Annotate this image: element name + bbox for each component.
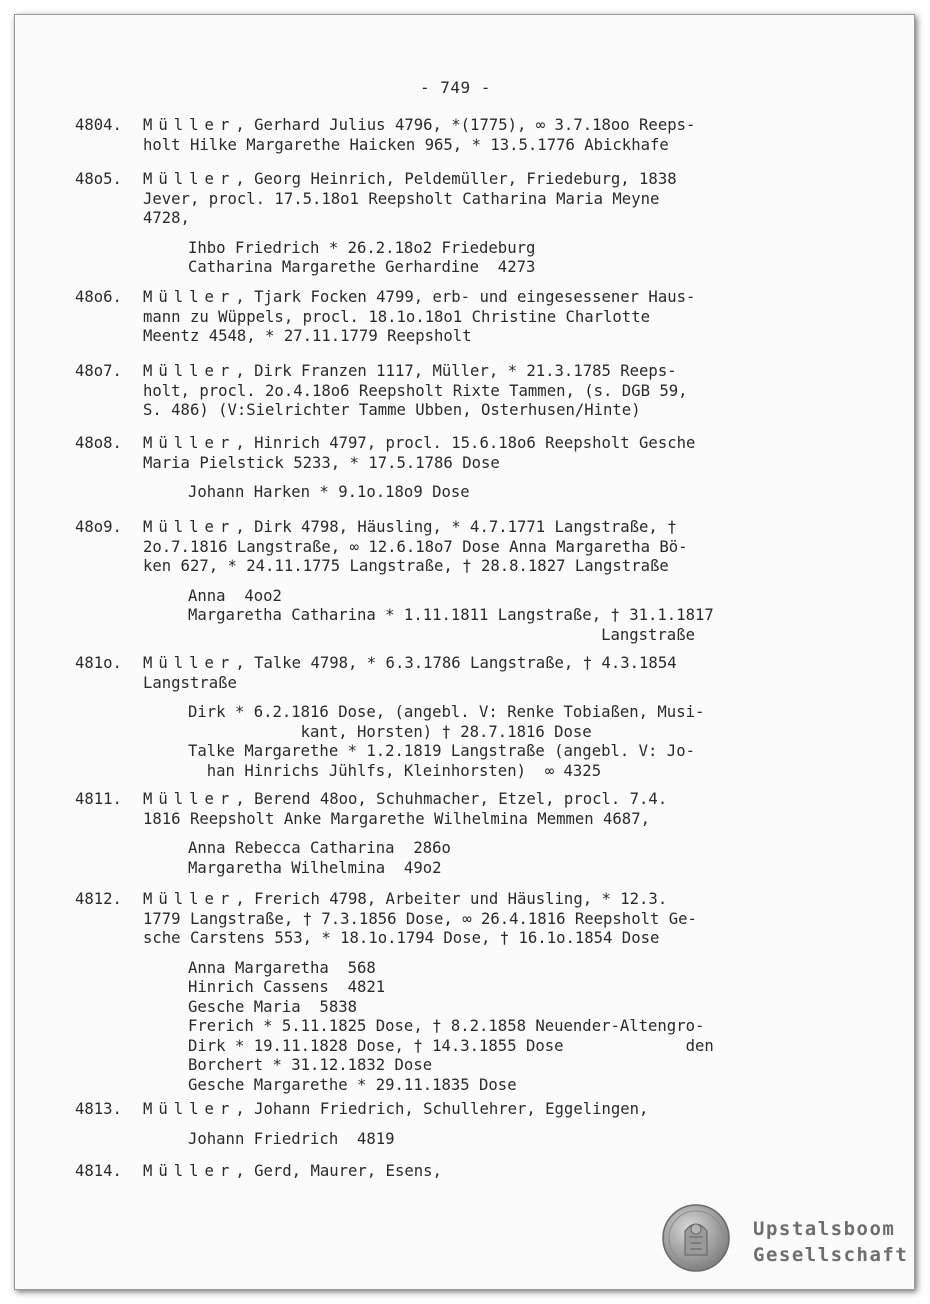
entry-line [75,454,825,474]
entry-text: mann zu Wüppels, procl. 18.1o.18o1 Christine Charlotte [143,307,650,326]
entry-number: 4811. [75,790,122,808]
entry-line [75,362,825,382]
entry-text: Müller, Frerich 4798, Arbeiter und Häusling, * 12.3. [143,890,668,908]
child-text: Dirk * 19.11.1828 Dose, † 14.3.1855 Dose den [188,1036,714,1055]
entry [75,288,825,347]
entry-text: holt, procl. 2o.4.18o6 Reepsholt Rixte Tammen, (s. DGB 59, [143,381,688,400]
child-line [75,239,825,259]
entry-text: Müller, Dirk Franzen 1117, Müller, * 21.3.1785 Reeps- [143,362,677,380]
entry-line [75,910,825,930]
entry [75,890,825,1095]
surname: Müller [143,1162,236,1180]
entry-text: holt Hilke Margarethe Haicken 965, * 13.5.1776 Abickhafe [143,135,669,154]
surname: Müller [143,790,236,808]
entry [75,1162,825,1182]
surname: Müller [143,288,236,306]
entry [75,518,825,645]
entry-line [75,1100,825,1120]
child-text: Johann Friedrich 4819 [188,1129,395,1148]
entry-text: Müller, Gerhard Julius 4796, *(1775), ∞ 3.7.18oo Reeps- [143,116,696,134]
entry-number: 4813. [75,1100,122,1118]
child-text: Ihbo Friedrich * 26.2.18o2 Friedeburg [188,238,536,257]
entry-line [75,538,825,558]
entry-text: Langstraße [143,673,237,692]
entry [75,1100,825,1149]
entry-text: ken 627, * 24.11.1775 Langstraße, † 28.8.1827 Langstraße [143,557,669,575]
surname: Müller [143,170,236,188]
child-line [75,998,825,1018]
surname: Müller [143,890,236,908]
child-text: Dirk * 6.2.1816 Dose, (angebl. V: Renke Tobiaßen, Musi- [188,703,705,721]
child-text: Anna Rebecca Catharina 286o [188,839,451,857]
entry-text: Müller, Talke 4798, * 6.3.1786 Langstraße, † 4.3.1854 [143,654,677,672]
child-line [75,703,825,723]
entry-line [75,136,825,156]
entry-line [75,890,825,910]
entry-line [75,929,825,949]
entry [75,362,825,421]
child-text: Johann Harken * 9.1o.18o9 Dose [188,483,470,501]
entry-text: Müller, Johann Friedrich, Schullehrer, Eggelingen, [143,1100,649,1118]
child-text: Margaretha Wilhelmina 49o2 [188,858,442,877]
entry-text: Meentz 4548, * 27.11.1779 Reepsholt [143,327,472,345]
entry [75,434,825,503]
child-line [75,1017,825,1037]
entry-line [75,288,825,308]
child-line [75,587,825,607]
entry-number: 481o. [75,654,122,672]
child-line [75,978,825,998]
child-line [75,1037,825,1057]
entry-number: 48o7. [75,362,122,380]
entry-line [75,401,825,421]
child-text: Anna Margaretha 568 [188,958,376,977]
entry-line [75,170,825,190]
entry-text: Müller, Georg Heinrich, Peldemüller, Friedeburg, 1838 [143,170,677,188]
surname: Müller [143,654,236,672]
entry-number: 4814. [75,1162,122,1180]
child-line [75,723,825,743]
surname: Müller [143,362,236,380]
entry-line [75,190,825,210]
child-text: Hinrich Cassens 4821 [188,978,386,996]
child-text: Talke Margarethe * 1.2.1819 Langstraße (angebl. V: Jo- [188,742,695,760]
entry-line [75,674,825,694]
entry-line [75,116,825,136]
entry [75,654,825,781]
logo-line-1: Upstalsboom [753,1218,896,1240]
entry-line [75,790,825,810]
entry-number: 48o6. [75,288,122,306]
entry-line [75,308,825,328]
entry-text: Müller, Tjark Focken 4799, erb- und eingesessener Haus- [143,288,696,306]
child-text: Catharina Margarethe Gerhardine 4273 [188,258,536,276]
entry-line [75,518,825,538]
child-line [75,742,825,762]
entry-number: 48o5. [75,170,122,188]
entry-line [75,654,825,674]
entry-text: sche Carstens 553, * 18.1o.1794 Dose, † 16.1o.1854 Dose [143,929,660,947]
child-line [75,606,825,626]
entry-text: 1779 Langstraße, † 7.3.1856 Dose, ∞ 26.4.1816 Reepsholt Ge- [143,909,697,928]
surname: Müller [143,434,236,452]
entry-text: Müller, Berend 48oo, Schuhmacher, Etzel, procl. 7.4. [143,790,668,808]
entry [75,170,825,278]
surname: Müller [143,116,236,134]
entry-number: 48o9. [75,518,122,536]
entry-text: 2o.7.1816 Langstraße, ∞ 12.6.18o7 Dose Anna Margaretha Bö- [143,537,688,556]
entry-line [75,434,825,454]
entry-text: Jever, procl. 17.5.18o1 Reepsholt Catharina Maria Meyne [143,189,660,208]
child-text: Gesche Maria 5838 [188,997,357,1016]
entry-line [75,810,825,830]
entry-text: S. 486) (V:Sielrichter Tamme Ubben, Osterhusen/Hinte) [143,401,641,419]
entry-text: 1816 Reepsholt Anke Margarethe Wilhelmina Memmen 4687, [143,809,650,828]
child-text: kant, Horsten) † 28.7.1816 Dose [188,722,592,741]
child-line [75,483,825,503]
entry-text: Maria Pielstick 5233, * 17.5.1786 Dose [143,453,500,472]
society-logo-text [753,1216,908,1268]
entry-line [75,327,825,347]
entry-text: Müller, Gerd, Maurer, Esens, [143,1162,442,1180]
child-line [75,1076,825,1096]
surname: Müller [143,1100,236,1118]
entry-text: Müller, Dirk 4798, Häusling, * 4.7.1771 Langstraße, † [143,518,677,536]
child-text: Anna 4oo2 [188,586,282,605]
entry [75,116,825,155]
seal-icon [661,1203,731,1273]
child-text: Borchert * 31.12.1832 Dose [188,1056,433,1074]
child-text: Langstraße [188,625,695,644]
logo-line-2: Gesellschaft [753,1244,909,1266]
child-line [75,762,825,782]
entry-text: 4728, [143,209,190,227]
entry-line [75,382,825,402]
entry [75,790,825,878]
child-line [75,959,825,979]
surname: Müller [143,518,236,536]
entry-number: 48o8. [75,434,122,452]
child-text: han Hinrichs Jühlfs, Kleinhorsten) ∞ 4325 [188,761,602,780]
child-text: Margaretha Catharina * 1.11.1811 Langstraße, † 31.1.1817 [188,606,714,624]
child-line [75,1056,825,1076]
child-line [75,1130,825,1150]
child-line [75,626,825,646]
child-line [75,258,825,278]
entry-number: 4812. [75,890,122,908]
entry-text: Müller, Hinrich 4797, procl. 15.6.18o6 Reepsholt Gesche [143,434,696,452]
child-text: Frerich * 5.11.1825 Dose, † 8.2.1858 Neuender-Altengro- [188,1017,705,1035]
entry-line [75,1162,825,1182]
entry-line [75,557,825,577]
page-number: - 749 - [420,78,491,97]
child-line [75,859,825,879]
entry-number: 4804. [75,116,122,134]
entry-line [75,209,825,229]
child-text: Gesche Margarethe * 29.11.1835 Dose [188,1075,517,1094]
child-line [75,839,825,859]
